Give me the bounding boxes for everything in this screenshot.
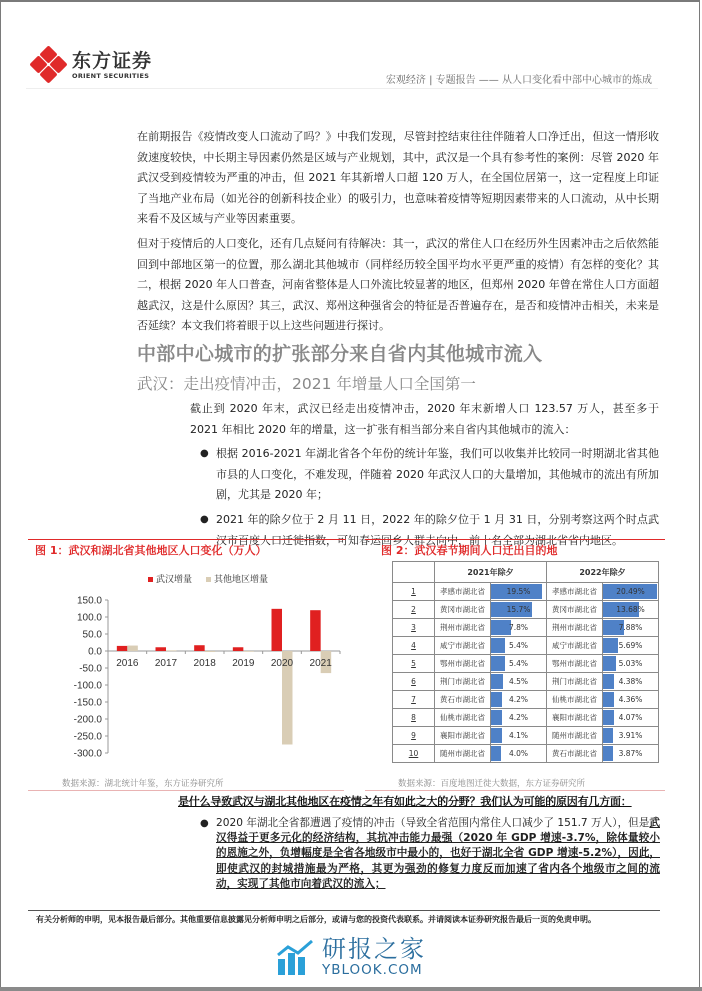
share-bar-2022 [603, 746, 613, 761]
reason-list [190, 816, 660, 892]
orient-securities-logo [32, 48, 152, 82]
table-row [393, 619, 659, 637]
legend-label-other: 其他地区增量 [214, 575, 269, 585]
share-bar-2022 [603, 710, 614, 725]
share-bar-2021 [491, 656, 505, 671]
share-2021: 15.7% [506, 605, 531, 614]
footer-disclaimer: 有关分析师的申明，见本报告最后部分。其他重要信息披露见分析师申明之后部分，或请与您的投资代表联系。并请阅读本证券研究报告最后一页的免责申明。 [36, 915, 596, 924]
share-bar-2022 [603, 656, 616, 671]
figure2-source-rule [365, 790, 665, 791]
figure2-source: 数据来源：百度地图迁徙大数据，东方证券研究所 [398, 779, 586, 789]
y-tick-label: -150.0 [73, 697, 102, 709]
city-2021: 黄冈市湖北省 [435, 601, 491, 619]
share-2022: 4.38% [618, 677, 643, 686]
bullet-list [190, 444, 659, 551]
legend-label-wuhan: 武汉增量 [156, 575, 193, 585]
share-2022-cell [603, 745, 659, 763]
table-row [393, 655, 659, 673]
city-2022: 仙桃市湖北省 [547, 691, 603, 709]
question-line: 是什么导致武汉与湖北其他地区在疫情之年有如此之大的分野？我们认为可能的原因有几方面： [178, 795, 632, 808]
share-2022-cell [603, 655, 659, 673]
population-bar-chart [30, 590, 350, 760]
share-bar-2021 [491, 728, 502, 743]
city-2021: 仙桃市湖北省 [435, 709, 491, 727]
share-2021-cell [491, 619, 547, 637]
share-bar-2022 [603, 674, 614, 689]
bullet-item-3 [190, 816, 660, 892]
y-tick-label: 50.0 [82, 629, 102, 641]
city-2021: 荆州市湖北省 [435, 619, 491, 637]
x-tick-label: 2020 [270, 658, 294, 669]
bullet-item-1 [190, 444, 659, 506]
bullet-icon: ● [200, 448, 209, 460]
section-heading: 中部中心城市的扩张部分来自省内其他城市流入 [137, 342, 543, 365]
share-2021: 4.5% [508, 677, 529, 686]
bar-wuhan-2021 [310, 610, 321, 651]
share-bar-2021 [491, 746, 501, 761]
city-2022: 孝感市湖北省 [547, 583, 603, 601]
share-2021-cell [491, 673, 547, 691]
share-2021: 4.2% [508, 695, 529, 704]
footer-divider [28, 910, 660, 911]
share-bar-2022 [603, 692, 614, 707]
share-2021: 19.5% [506, 587, 531, 596]
share-bar-2022 [603, 638, 618, 653]
table-row [393, 637, 659, 655]
city-2022: 黄石市湖北省 [547, 745, 603, 763]
y-tick-label: 150.0 [76, 595, 102, 607]
header-2022: 2022年除夕 [547, 562, 659, 583]
table-row [393, 583, 659, 601]
city-2022: 随州市湖北省 [547, 727, 603, 745]
city-2022: 咸宁市湖北省 [547, 637, 603, 655]
share-bar-2021 [491, 638, 505, 653]
share-2022-cell [603, 637, 659, 655]
city-2021: 襄阳市湖北省 [435, 727, 491, 745]
bar-wuhan-2020 [272, 609, 283, 651]
share-2022-cell [603, 691, 659, 709]
watermark [276, 936, 426, 978]
share-2022-cell [603, 619, 659, 637]
share-bar-2021 [491, 674, 503, 689]
figure1-rule [28, 539, 346, 540]
city-2021: 荆门市湖北省 [435, 673, 491, 691]
y-tick-label: -50.0 [79, 663, 102, 675]
bar-wuhan-2016 [117, 646, 128, 651]
bullet-text-3 [216, 816, 660, 892]
rank-cell: 6 [393, 673, 435, 691]
bullet-text-2: 2021 年的除夕位于 2 月 11 日，2022 年的除夕位于 1 月 31 日，分别考察这两个时点武汉市百度人口迁徙指数，可知春运回乡人群去向中，前十名全部为湖北省省内地区。 [216, 512, 659, 547]
x-tick-label: 2019 [232, 658, 255, 669]
figure2-title: 图 2：武汉春节期间人口迁出目的地 [381, 544, 558, 557]
figure2-rule [365, 539, 665, 540]
watermark-cn: 研报之家 [322, 935, 426, 963]
share-bar-2021 [491, 692, 502, 707]
x-tick-label: 2021 [309, 658, 332, 669]
x-tick-label: 2018 [193, 658, 216, 669]
analysis-block [178, 793, 660, 896]
share-2022: 13.68% [616, 605, 645, 614]
subsection-heading: 武汉：走出疫情冲击，2021 年增量人口全国第一 [137, 374, 476, 393]
share-2021-cell [491, 691, 547, 709]
share-2021: 4.0% [508, 749, 529, 758]
bullet3-emphasis: 武汉得益于更多元化的经济结构，其抗冲击能力最强（2020 年 GDP 增速-3.7%，除体量较小的恩施之外，负增幅度是全省各地级市中最小的，也好于湖北全省 GDP 增速-5.2%），因此，即使武汉的封城措施最为严格，其更为强劲的修复力度反而加速了省内各个地级市之间的流动，实现了其他市向着武汉的流入； [216, 817, 660, 890]
y-tick-label: -100.0 [73, 680, 102, 692]
share-2021-cell [491, 637, 547, 655]
header-2021: 2021年除夕 [435, 562, 547, 583]
table-row [393, 673, 659, 691]
rank-cell: 8 [393, 709, 435, 727]
table-row [393, 727, 659, 745]
share-2022-cell [603, 583, 659, 601]
figure1-source: 数据来源：湖北统计年鉴，东方证券研究所 [62, 779, 224, 789]
logo-en: ORIENT SECURITIES [72, 72, 150, 80]
body-text [137, 127, 659, 555]
share-2021-cell [491, 709, 547, 727]
share-2022: 3.91% [618, 731, 643, 740]
y-tick-label: -250.0 [73, 731, 102, 743]
x-tick-label: 2017 [154, 658, 178, 669]
share-2022-cell [603, 709, 659, 727]
bullet-icon: ● [200, 513, 209, 525]
table-row [393, 601, 659, 619]
share-2021: 5.4% [508, 659, 529, 668]
share-2022: 7.88% [618, 623, 643, 632]
header-divider [26, 88, 658, 89]
city-2022: 襄阳市湖北省 [547, 709, 603, 727]
legend-swatch-other [206, 577, 211, 582]
watermark-chart-icon [276, 937, 316, 977]
rank-cell: 5 [393, 655, 435, 673]
share-2022: 4.07% [618, 713, 643, 722]
header-rank [393, 562, 435, 583]
share-bar-2022 [603, 728, 613, 743]
rank-cell: 7 [393, 691, 435, 709]
table-row [393, 691, 659, 709]
bar-wuhan-2018 [194, 645, 205, 651]
share-2021: 5.4% [508, 641, 529, 650]
migration-table [392, 561, 659, 763]
paragraph-questions: 但对于疫情后的人口变化，还有几点疑问有待解决：其一，武汉的常住人口在经历外生因素冲击之后依然能回到中部地区第一的位置，那么湖北其他城市（同样经历较全国平均水平更严重的疫情）有怎样的变化？其二，根据 2020 年人口普查，河南省整体是人口外流比较显著的地区，但郑州 2020 年曾在常住人口方面超越武汉，这是什么原因？其三，武汉、郑州这种强省会的特征是否普遍存在，是否和疫情冲击相关，未来是否延续？本文我们将着眼于以上这些问题进行探讨。 [137, 236, 659, 333]
figure1-title: 图 1：武汉和湖北省其他地区人口变化（万人） [35, 544, 267, 557]
bottom-bar [0, 987, 702, 991]
bar-other-2016 [127, 646, 138, 651]
share-2022: 5.03% [618, 659, 643, 668]
rank-cell: 10 [393, 745, 435, 763]
share-2022: 20.49% [616, 587, 645, 596]
share-2022: 5.69% [618, 641, 643, 650]
bar-wuhan-2019 [233, 647, 244, 651]
logo-cn: 东方证券 [72, 50, 153, 72]
share-2021-cell [491, 655, 547, 673]
paragraph-wuhan: 截止到 2020 年末，武汉已经走出疫情冲击，2020 年末新增人口 123.57 万人，甚至多于 2021 年相比 2020 年的增量，这一扩张有相当部分来自省内其他城市的流入： [190, 401, 659, 436]
y-tick-label: -200.0 [73, 714, 102, 726]
rank-cell: 4 [393, 637, 435, 655]
rank-cell: 3 [393, 619, 435, 637]
paragraph-intro: 在前期报告《疫情改变人口流动了吗？》中我们发现，尽管封控结束往往伴随着人口净迁出，但这一情形收敛速度较快，中长期主导因素仍然是区域与产业规划，其中，武汉是一个具有参考性的案例：尽管 2020 年武汉受到疫情较为严重的冲击，但 2021 年其新增人口超 120 万人，在全国位居第一，这一定程度上印证了当地产业布局（如光谷的创新科技企业）的吸引力，也意味着疫情等短期因素带来的人口流动，从中长期来看不及区域与产业等因素重要。 [137, 130, 659, 226]
share-2021: 7.8% [508, 623, 529, 632]
city-2021: 咸宁市湖北省 [435, 637, 491, 655]
city-2022: 荆门市湖北省 [547, 673, 603, 691]
x-tick-label: 2016 [116, 658, 139, 669]
bar-other-2018 [205, 651, 216, 652]
bullet3-lead: 2020 年湖北全省都遭遇了疫情的冲击（导致全省范围内常住人口减少了 151.7 万人），但是 [216, 817, 650, 829]
city-2022: 荆州市湖北省 [547, 619, 603, 637]
share-2022-cell [603, 673, 659, 691]
bar-other-2017 [166, 650, 177, 651]
share-2022-cell [603, 601, 659, 619]
table-header-row [393, 562, 659, 583]
legend-item-other [206, 572, 268, 585]
share-2022-cell [603, 727, 659, 745]
y-tick-label: 100.0 [76, 612, 102, 624]
share-2021-cell [491, 745, 547, 763]
legend-swatch-wuhan [148, 577, 153, 582]
chart-legend [148, 572, 268, 585]
share-2021: 4.1% [508, 731, 529, 740]
table-row [393, 745, 659, 763]
figure1-source-rule [28, 790, 344, 791]
city-2022: 鄂州市湖北省 [547, 655, 603, 673]
share-2021-cell [491, 601, 547, 619]
rank-cell: 9 [393, 727, 435, 745]
share-2021-cell [491, 727, 547, 745]
share-2021: 4.2% [508, 713, 529, 722]
y-tick-label: 0.0 [88, 646, 102, 658]
city-2021: 孝感市湖北省 [435, 583, 491, 601]
city-2021: 黄石市湖北省 [435, 691, 491, 709]
share-bar-2021 [491, 710, 502, 725]
legend-item-wuhan [148, 572, 192, 585]
bullet-text-1: 根据 2016-2021 年湖北省各个年份的统计年鉴，我们可以收集并比较同一时期湖北省其他市县的人口变化，不难发现，伴随着 2020 年武汉人口的大量增加，其他城市的流出有所加剧，尤其是 2020 年； [216, 447, 659, 502]
share-2022: 3.87% [618, 749, 643, 758]
rank-cell: 1 [393, 583, 435, 601]
city-2022: 黄冈市湖北省 [547, 601, 603, 619]
bar-wuhan-2017 [156, 647, 167, 651]
bar-other-2019 [243, 651, 254, 652]
logo-diamond-icon [32, 48, 66, 82]
share-2022: 4.36% [618, 695, 643, 704]
share-2021-cell [491, 583, 547, 601]
rank-cell: 2 [393, 601, 435, 619]
header-breadcrumb: 宏观经济 | 专题报告 —— 从人口变化看中部中心城市的炼成 [385, 75, 652, 86]
city-2021: 鄂州市湖北省 [435, 655, 491, 673]
table-row [393, 709, 659, 727]
bullet-icon: ● [200, 818, 209, 829]
watermark-en: YBLOOK.COM [322, 962, 423, 978]
y-tick-label: -300.0 [73, 748, 102, 760]
city-2021: 随州市湖北省 [435, 745, 491, 763]
